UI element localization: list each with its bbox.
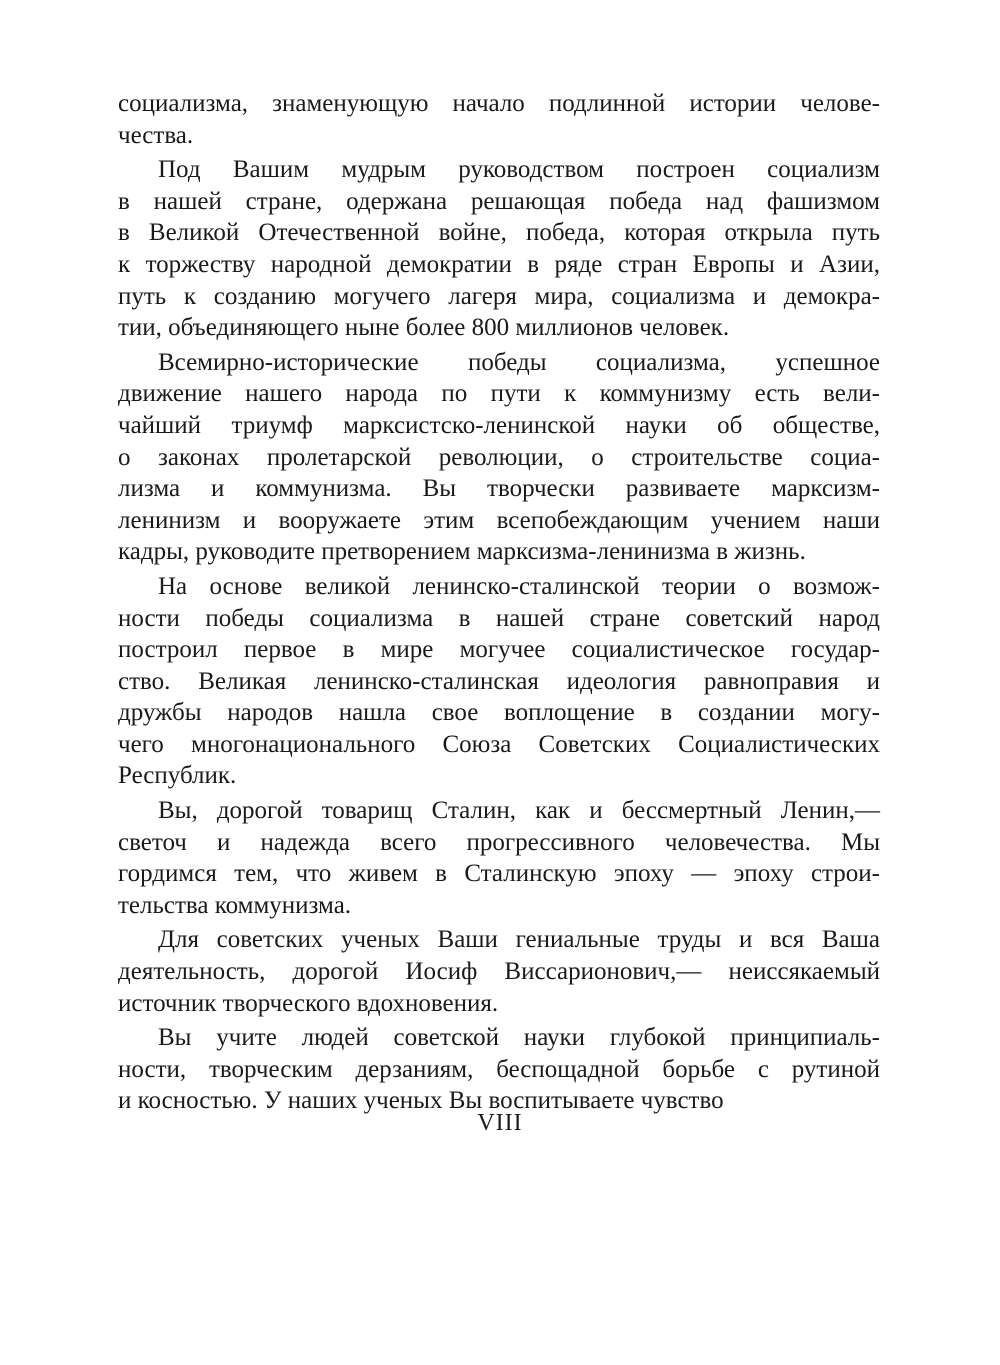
- text-line: Республик.: [118, 762, 237, 790]
- text-line: чего многонационального Союза Советских Социалистических: [118, 730, 880, 758]
- text-line: дружбы народов нашла свое воплощение в создании могу-: [118, 699, 880, 727]
- text-line: ности победы социализма в нашей стране советский народ: [118, 604, 880, 632]
- text-line: в Великой Отечественной войне, победа, которая открыла путь: [118, 219, 880, 247]
- paragraph: [118, 795, 880, 921]
- paragraph: [118, 924, 880, 1019]
- body-text: [118, 88, 880, 1117]
- text-line: ленинизм и вооружаете этим всепобеждающим учением наши: [118, 506, 880, 534]
- page-number: VIII: [477, 1110, 523, 1136]
- paragraph: [118, 154, 880, 344]
- text-line: Под Вашим мудрым руководством построен социализм: [158, 156, 880, 184]
- text-line: в нашей стране, одержана решающая победа над фашизмом: [118, 187, 880, 215]
- text-line: к торжеству народной демократии в ряде стран Европы и Азии,: [118, 250, 880, 278]
- text-line: путь к созданию могучего лагеря мира, социализма и демокра-: [118, 282, 880, 310]
- text-line: кадры, руководите претворением марксизма-ленинизма в жизнь.: [118, 538, 806, 566]
- text-line: источник творческого вдохновения.: [118, 989, 499, 1017]
- text-line: На основе великой ленинско-сталинской теории о возмож-: [158, 572, 880, 600]
- text-line: социализма, знаменующую начало подлинной истории челове-: [118, 90, 880, 117]
- text-line: движение нашего народа по пути к коммунизму есть вели-: [118, 380, 880, 408]
- text-line: чайший триумф марксистско-ленинской науки об обществе,: [118, 411, 880, 439]
- text-line: тии, объединяющего ныне более 800 миллионов человек.: [118, 314, 730, 342]
- text-line: тельства коммунизма.: [118, 891, 352, 919]
- text-line: гордимся тем, что живем в Сталинскую эпоху — эпоху строи-: [118, 860, 880, 888]
- text-line: ство. Великая ленинско-сталинская идеология равноправия и: [118, 667, 880, 695]
- text-line: чества.: [118, 121, 194, 149]
- text-line: построил первое в мире могучее социалистическое государ-: [118, 636, 880, 664]
- text-line: Для советских ученых Ваши гениальные труды и вся Ваша: [158, 926, 880, 954]
- paragraph: [118, 571, 880, 792]
- text-line: светоч и надежда всего прогрессивного человечества. Мы: [118, 828, 880, 856]
- text-line: ности, творческим дерзаниям, беспощадной борьбе с рутиной: [118, 1055, 880, 1083]
- text-line: Всемирно-исторические победы социализма, успешное: [158, 348, 880, 376]
- text-line: Вы, дорогой товарищ Сталин, как и бессмертный Ленин,—: [158, 797, 880, 825]
- text-line: лизма и коммунизма. Вы творчески развиваете марксизм-: [118, 475, 880, 503]
- paragraph: [118, 1022, 880, 1117]
- paragraph: [118, 88, 880, 151]
- paragraph: [118, 347, 880, 568]
- text-line: Вы учите людей советской науки глубокой принципиаль-: [158, 1024, 880, 1052]
- text-line: и косностью. У наших ученых Вы воспитываете чувство: [118, 1087, 724, 1115]
- text-line: деятельность, дорогой Иосиф Виссарионович,— неиссякаемый: [118, 958, 880, 986]
- text-line: о законах пролетарской революции, о строительстве социа-: [118, 443, 880, 471]
